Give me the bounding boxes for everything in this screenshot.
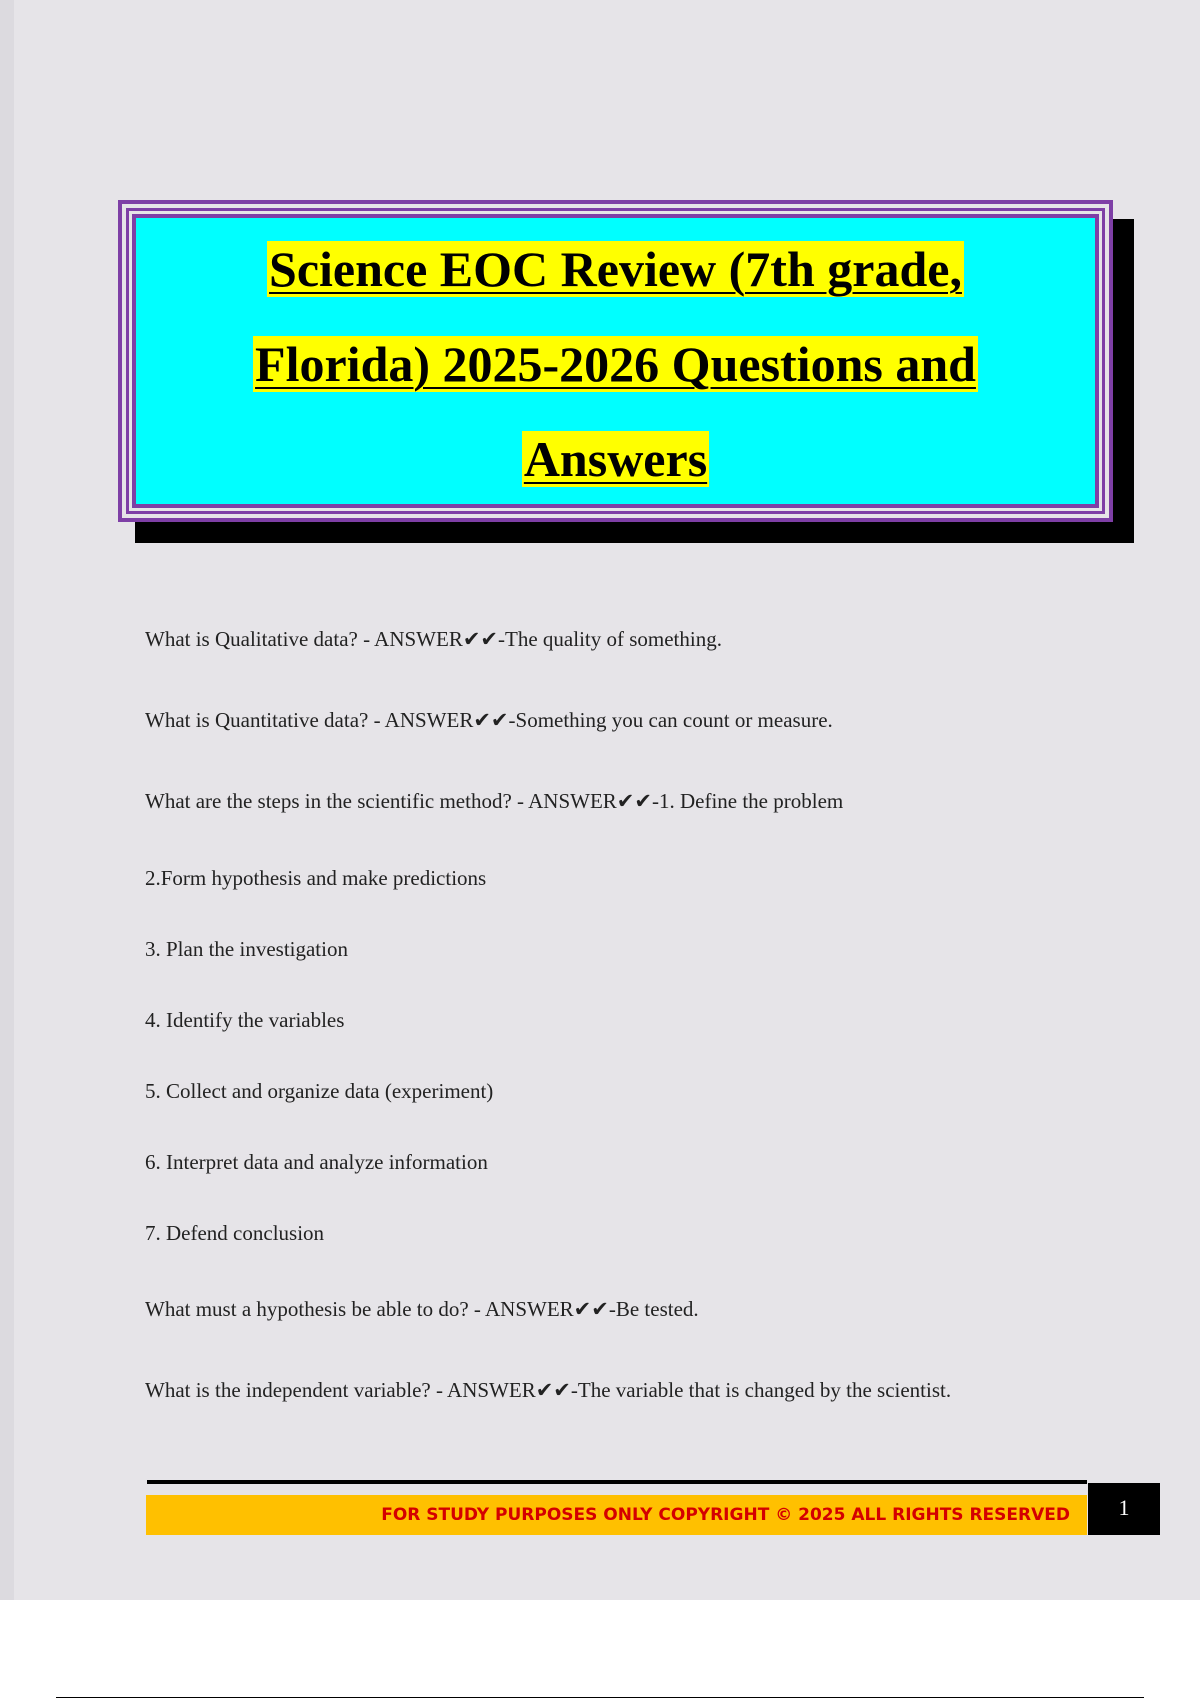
title-line-1: Science EOC Review (7th grade, (269, 241, 962, 297)
qa-line: What must a hypothesis be able to do? - ANSWER✔✔-Be tested. (145, 1297, 699, 1321)
qa-line: What is Quantitative data? - ANSWER✔✔-Something you can count or measure. (145, 708, 833, 732)
copyright-notice: FOR STUDY PURPOSES ONLY COPYRIGHT © 2025 ALL RIGHTS RESERVED (381, 1505, 1070, 1525)
qa-line: What is the independent variable? - ANSWER✔✔-The variable that is changed by the scientist. (145, 1378, 952, 1402)
qa-line: 4. Identify the variables (145, 1008, 345, 1032)
qa-line: What is Qualitative data? - ANSWER✔✔-The quality of something. (145, 627, 722, 651)
document-title (196, 222, 1035, 507)
bottom-divider (56, 1697, 1144, 1698)
page-number-box (1088, 1483, 1160, 1535)
qa-line: 2.Form hypothesis and make predictions (145, 866, 487, 890)
title-box-fill (132, 214, 1099, 508)
qa-line: 5. Collect and organize data (experiment) (145, 1079, 494, 1103)
qa-line: 6. Interpret data and analyze information (145, 1150, 488, 1174)
page-number: 1 (1118, 1495, 1130, 1520)
title-line-2: Florida) 2025-2026 Questions and (255, 336, 976, 392)
qa-line: 7. Defend conclusion (145, 1221, 325, 1245)
footer-rule (147, 1480, 1087, 1484)
qa-line: What are the steps in the scientific method? - ANSWER✔✔-1. Define the problem (145, 789, 844, 813)
title-line-3: Answers (523, 431, 708, 487)
page-edge (0, 0, 14, 1600)
qa-line: 3. Plan the investigation (145, 937, 348, 961)
title-box (118, 200, 1113, 522)
title-box-border (126, 208, 1105, 514)
footer-bar (146, 1495, 1087, 1535)
